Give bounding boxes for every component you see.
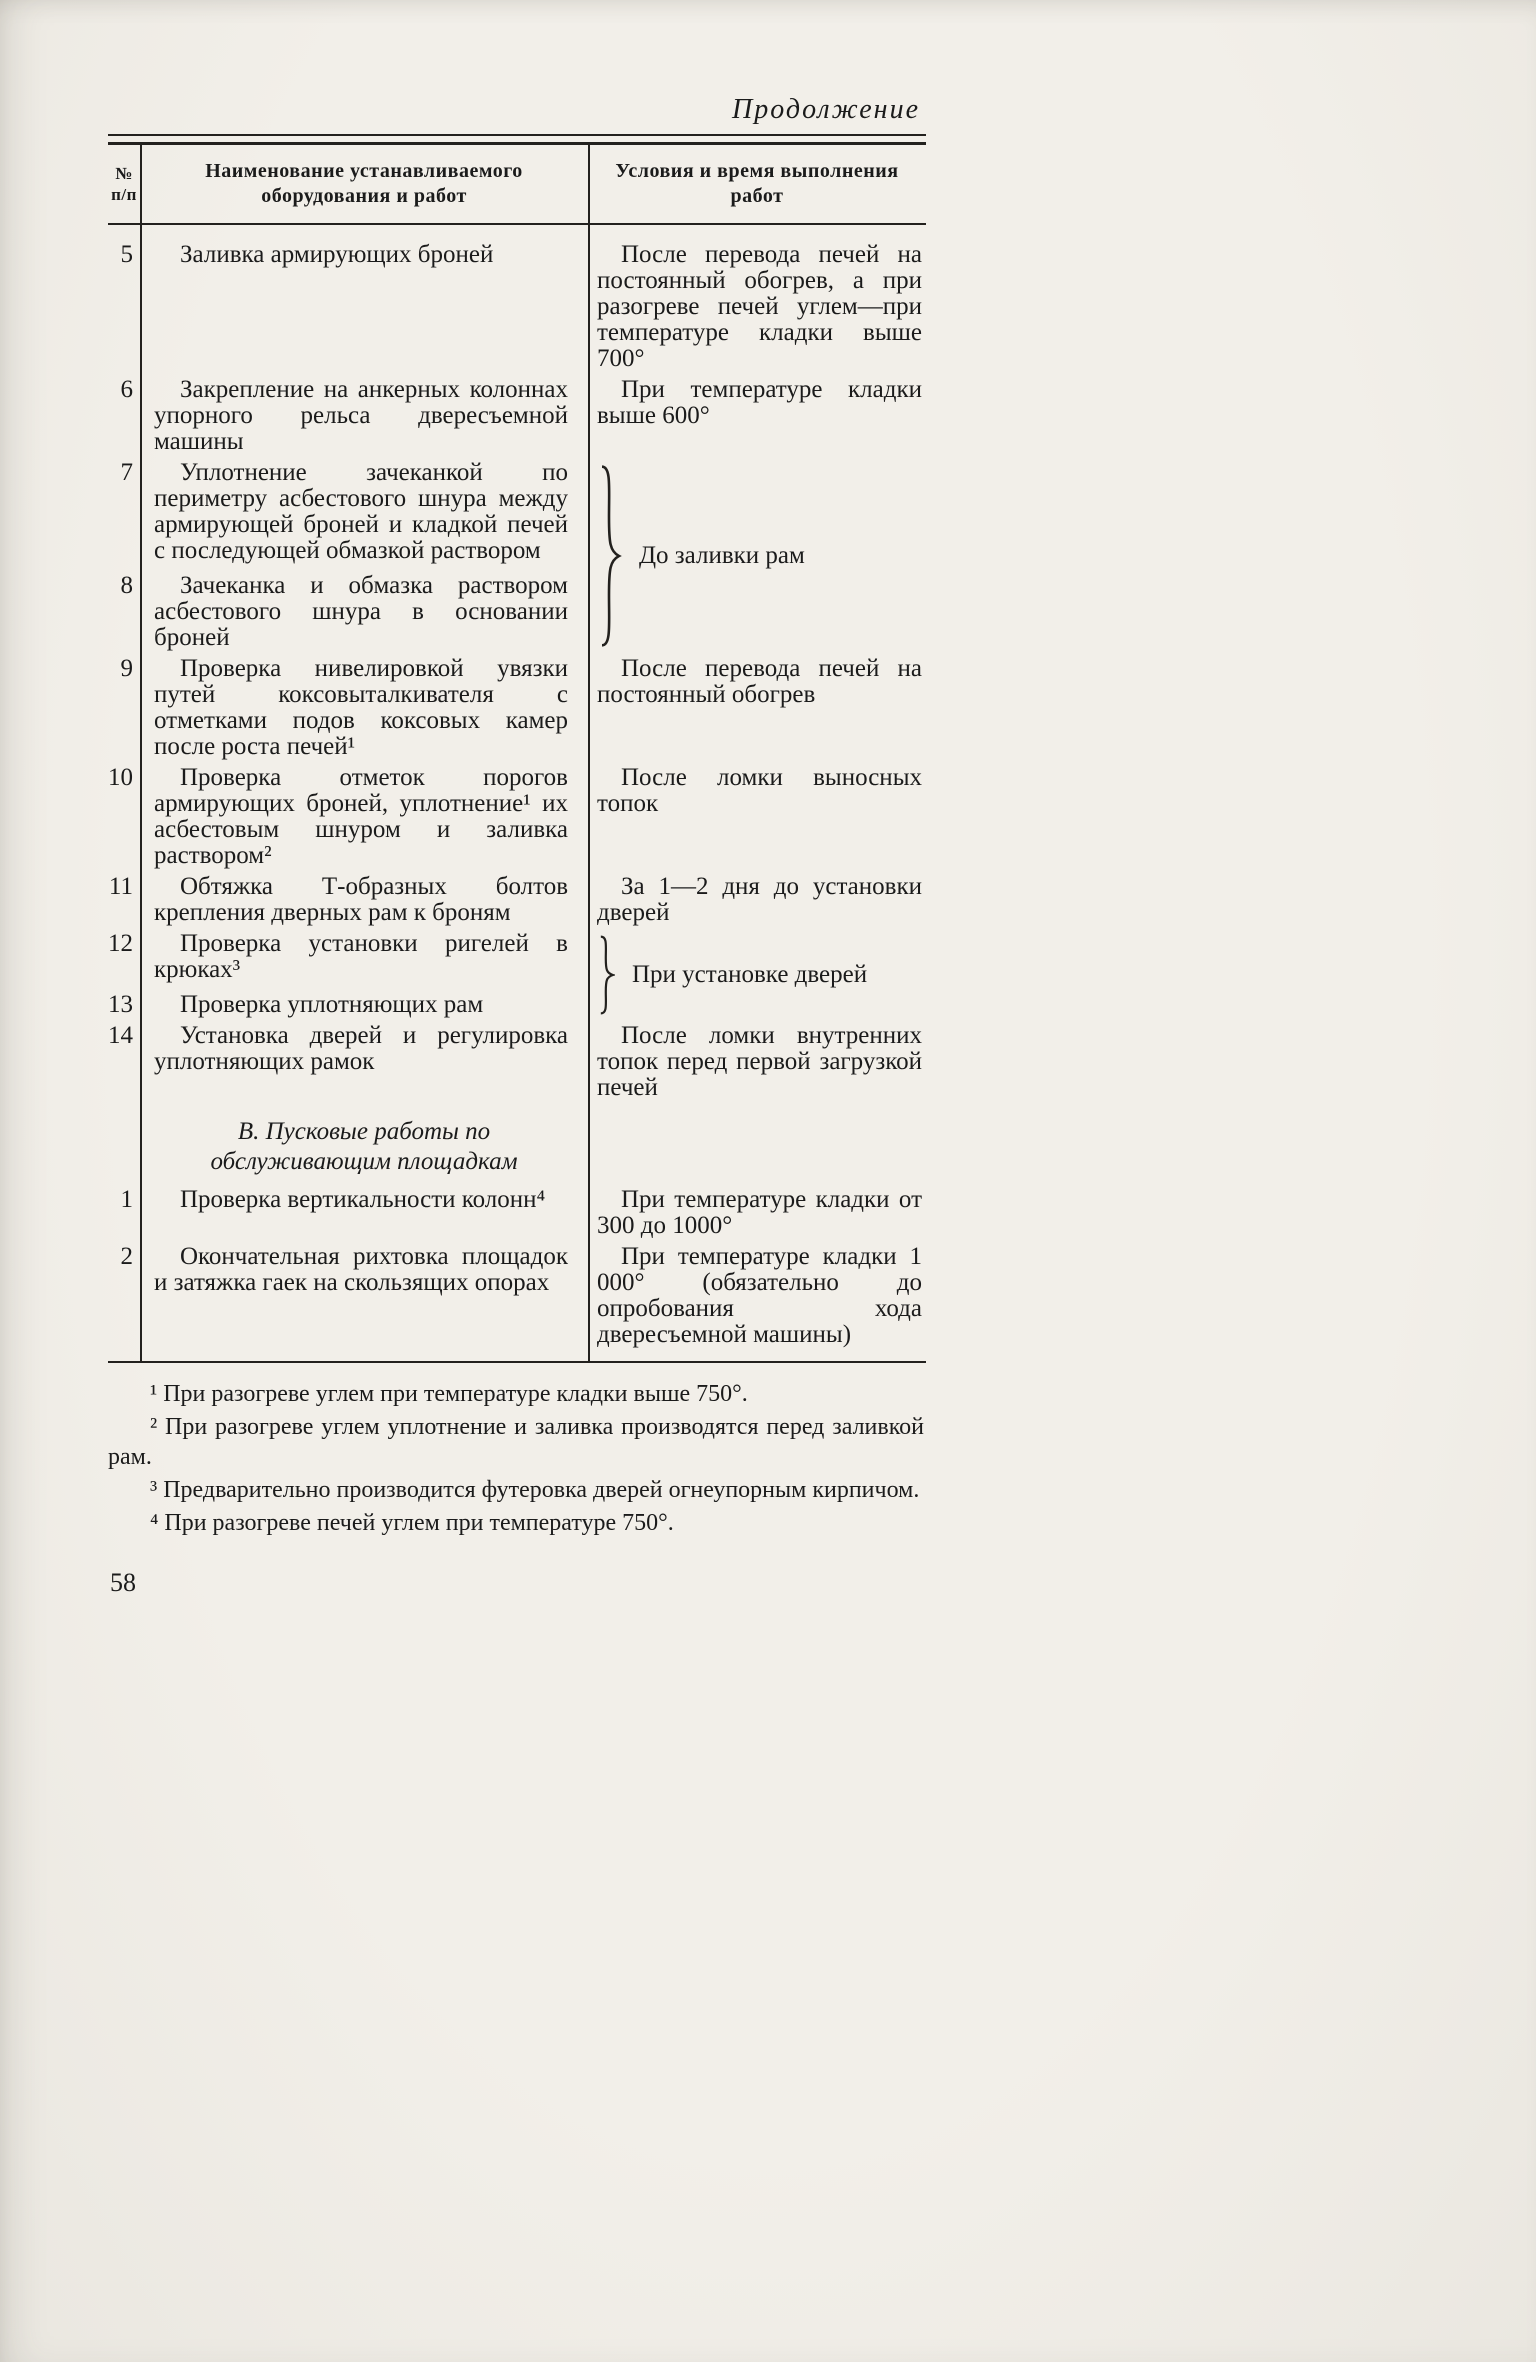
row-number: 12 [108,930,133,957]
work-name: Окончательная рихтовка площадок и затяжка гаек на скользящих опорах [154,1243,568,1296]
column-divider-number [140,143,142,1361]
table-body [108,225,926,1361]
grouped-rows [108,460,588,651]
row-number: 14 [108,1022,133,1049]
row-number: 9 [120,655,133,682]
work-name: Проверка вертикальности колонн⁴ [180,1186,546,1213]
footnote-1: ¹ При разогреве углем при температуре кладки выше 750°. [150,1381,748,1407]
work-name: Зачеканка и обмазка раствором асбестового шнура в основании броней [154,572,568,651]
work-name: Уплотнение зачеканкой по периметру асбестового шнура между армирующей броней и кладкой печей с последующей обмазкой раствором [154,459,568,564]
work-name: Проверка нивелировкой увязки путей коксовыталкивателя с отметками подов коксовых камер после роста печей¹ [154,655,568,760]
row-number: 5 [120,241,133,268]
work-condition: За 1—2 дня до установки дверей [597,873,922,926]
work-condition: При температуре кладки 1 000° (обязательно до опробования хода двересъемной машины) [597,1243,922,1348]
row-number: 10 [108,764,133,791]
table-header-row [108,145,926,225]
row-number: 8 [120,572,133,599]
row-number: 2 [120,1243,133,1270]
page-content [108,94,926,1598]
header-name-cell: Наименование устанавливаемого оборудования и работ [205,160,523,207]
table-row [108,242,926,372]
work-name: Проверка отметок порогов армирующих броней, уплотнение¹ их асбестовым шнуром и заливка раствором² [154,764,568,869]
table-row [108,460,588,564]
work-name: Установка дверей и регулировка уплотняющих рамок [154,1022,568,1075]
row-number: 6 [120,376,133,403]
table-row [108,992,588,1018]
curly-brace-icon [598,935,615,1015]
work-condition: После ломки выносных топок [597,764,922,817]
table-row [108,765,926,869]
table-row [108,377,926,455]
empty-cell [588,1117,926,1177]
footnotes [108,1379,926,1538]
work-name: Обтяжка Т-образных болтов крепления дверных рам к броням [154,873,568,926]
work-name: Проверка установки ригелей в крюках³ [154,930,568,983]
row-number: 13 [108,991,133,1018]
table-row [108,931,588,983]
group-condition-label: При установке дверей [632,960,868,988]
table-row [108,1244,926,1348]
footnote-2: ² При разогреве углем уплотнение и заливка производятся перед заливкой рам. [108,1414,924,1470]
table-row-group [108,460,926,651]
group-condition-label: До заливки рам [639,541,805,569]
work-condition: После ломки внутренних топок перед первой загрузкой печей [597,1022,922,1101]
table-top-rule [108,134,926,145]
footnote-4: ⁴ При разогреве печей углем при температуре 750°. [150,1510,674,1536]
row-number: 7 [120,459,133,486]
section-b-title: В. Пусковые работы по обслуживающим площадкам [210,1118,518,1175]
group-condition [588,931,926,1018]
curly-brace-icon [598,463,622,649]
table-row [108,573,588,651]
work-name: Заливка армирующих броней [180,241,494,268]
row-number: 1 [120,1186,133,1213]
page-number: 58 [110,1568,136,1597]
work-condition: После перевода печей на постоянный обогрев [597,655,922,708]
row-number: 11 [108,873,133,900]
work-name: Проверка уплотняющих рам [180,991,484,1018]
table-row [108,1187,926,1239]
table-row [108,874,926,926]
work-condition: При температуре кладки выше 600° [597,376,922,429]
work-name: Закрепление на анкерных колоннах упорного рельса двересъемной машины [154,376,568,455]
work-condition: После перевода печей на постоянный обогрев, а при разогреве печей углем—при температуре кладки выше 700° [597,241,922,372]
table-row-group [108,931,926,1018]
grouped-rows [108,931,588,1018]
continuation-heading: Продолжение [732,94,920,125]
group-condition [588,460,926,651]
column-divider-conditions [588,143,590,1361]
section-heading-row [108,1117,926,1177]
footnote-3: ³ Предварительно производится футеровка дверей огнеупорным кирпичом. [150,1477,920,1503]
works-table [108,134,926,1363]
work-condition: При температуре кладки от 300 до 1000° [597,1186,922,1239]
header-conditions-cell: Условия и время выполнения работ [615,160,899,207]
table-row [108,656,926,760]
table-row [108,1023,926,1101]
empty-cell [108,1117,140,1177]
header-number-cell: № п/п [111,164,137,204]
